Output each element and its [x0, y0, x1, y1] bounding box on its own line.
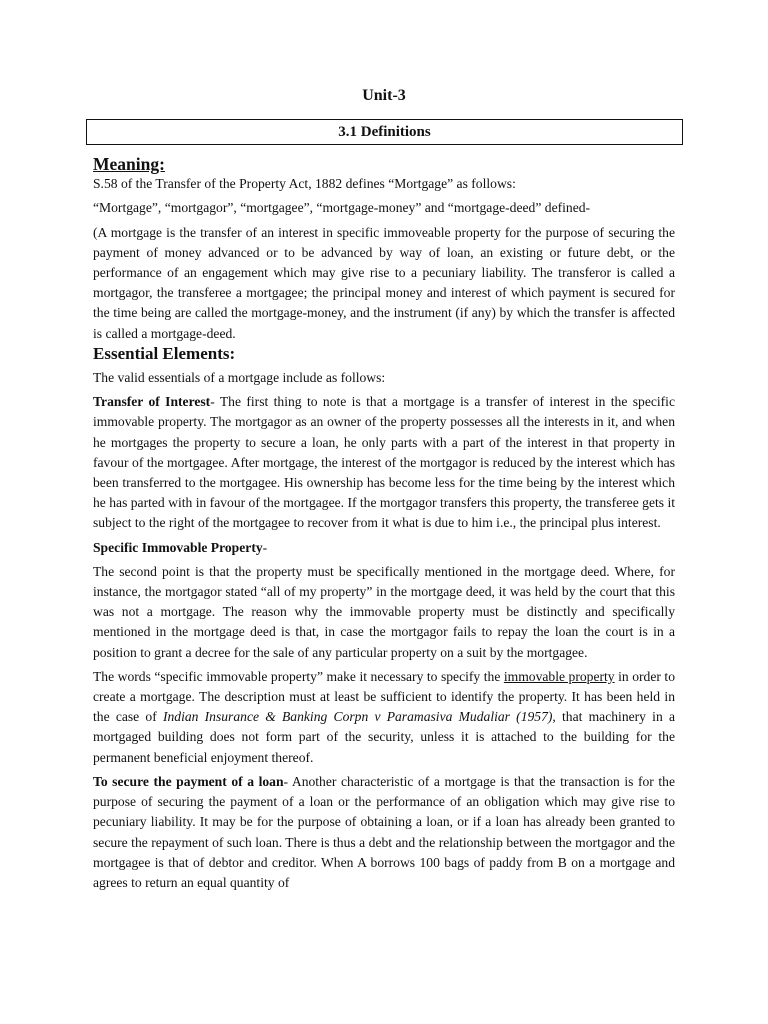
para2-text-c: , that machinery in a mortgaged building does not form part of the security, unless it is attached to the building for the permanent beneficial enjoyment thereof.	[93, 709, 675, 765]
specific-property-term: Specific Immovable Property	[93, 539, 263, 555]
essential-elements-heading: Essential Elements:	[93, 343, 236, 363]
specific-property-heading	[93, 538, 675, 558]
specific-property-paragraph-1: The second point is that the property must be specifically mentioned in the mortgage deed. Where, for instance, the mortgagor stated “all of my property” in the mortgage deed, it was held by the court that this was not a mortgage. The reason why the immovable property must be distinctly and specifically mentioned in the mortgage deed is that, in case the mortgagor fails to repay the loan the court is in a position to grant a decree for the sale of any particular property on a suit by the mortgagee.	[93, 563, 675, 660]
document-body	[93, 154, 675, 893]
meaning-line-1: S.58 of the Transfer of the Property Act, 1882 defines “Mortgage” as follows:	[93, 176, 516, 192]
section-title-box: 3.1 Definitions	[86, 119, 683, 145]
secure-payment-text: - Another characteristic of a mortgage is that the transaction is for the purpose of securing the payment of a loan or the performance of an obligation which may give rise to pecuniary liability. It may be for the purpose of obtaining a loan, or if a loan has already been granted to secure the repayment of such loan. There is thus a debt and the relationship between the mortgagor and the mortgagee is that of debtor and creditor. When A borrows 100 bags of paddy from B on a mortgage and agrees to return an equal quantity of	[93, 773, 676, 890]
transfer-of-interest-paragraph	[93, 392, 675, 533]
unit-title: Unit-3	[362, 87, 406, 104]
secure-payment-term: To secure the payment of a loan	[93, 773, 284, 789]
essentials-intro: The valid essentials of a mortgage include as follows:	[93, 370, 386, 386]
specific-property-suffix: -	[262, 539, 268, 555]
transfer-of-interest-term: Transfer of Interest	[93, 394, 211, 410]
transfer-of-interest-text: - The first thing to note is that a mortgage is a transfer of interest in the specific immovable property. The mortgagor as an owner of the property possesses all the interests in it, and when he mortgages the property to secure a loan, he only parts with a part of the interest in that property in favour of the mortgagee. After mortgage, the interest of the mortgagor is reduced by the interest which has been transferred to the mortgagee. His ownership has become less for the time being by the interest which he has parted with in favour of the mortgagee. If the mortgagor transfers this property, the transferee gets it subject to the right of the mortgagee to recover from it what is due to him i.e., the principal plus interest.	[93, 394, 675, 531]
case-citation: Indian Insurance & Banking Corpn v Paramasiva Mudaliar (1957)	[162, 709, 553, 725]
meaning-heading: Meaning:	[93, 154, 165, 174]
immovable-property-link[interactable]: immovable property	[503, 668, 615, 684]
mortgage-definition: (A mortgage is the transfer of an interest in specific immoveable property for the purpose of securing the payment of money advanced or to be advanced by way of loan, an existing or future debt, or the performance of an engagement which may give rise to a pecuniary liability. The transferor is called a mortgagor, the transferee a mortgagee; the principal money and interest of which payment is secured for the time being are called the mortgage-money, and the instrument (if any) by which the transfer is affected is called a mortgage-deed.	[93, 224, 675, 341]
para2-text-b: in order to create a mortgage. The description must at least be sufficient to identify the property. It has been held in the case of	[93, 668, 675, 725]
meaning-line-2: “Mortgage”, “mortgagor”, “mortgagee”, “mortgage-money” and “mortgage-deed” defined-	[93, 200, 591, 216]
secure-payment-paragraph	[93, 772, 675, 893]
specific-property-paragraph-2	[93, 667, 675, 768]
para2-text-a: The words “specific immovable property” make it necessary to specify the	[93, 668, 504, 684]
